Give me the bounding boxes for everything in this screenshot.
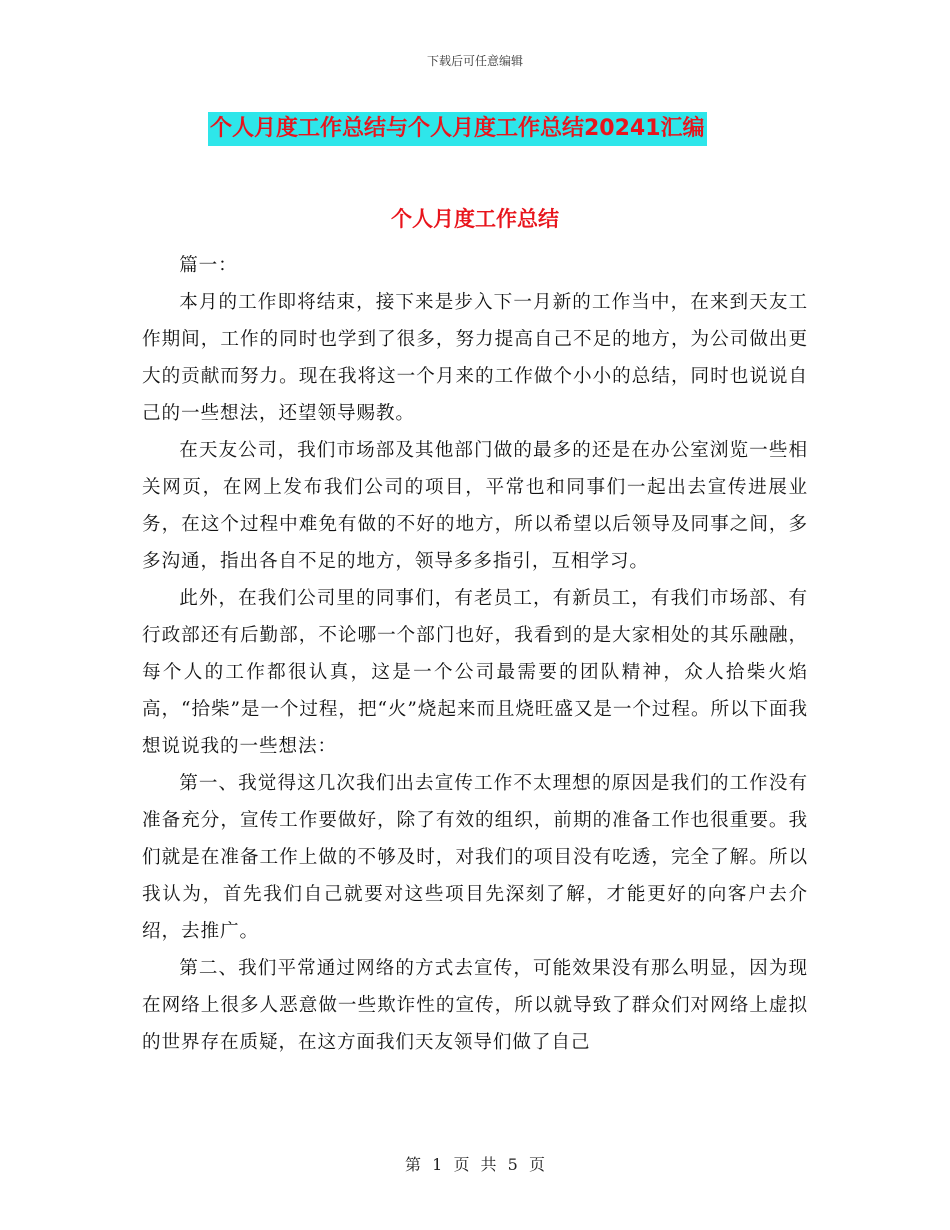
- footer-page-number: 1: [432, 1155, 443, 1174]
- paragraph: 第一、我觉得这几次我们出去宣传工作不太理想的原因是我们的工作没有准备充分，宣传工作要做好，除了有效的组织，前期的准备工作也很重要。我们就是在准备工作上做的不够及时，对我们的项目没有吃透，完全了解。所以我认为，首先我们自己就要对这些项目先深刻了解，才能更好的向客户去介绍，去推广。: [142, 773, 808, 942]
- footer-total-unit: 页: [528, 1155, 545, 1174]
- paragraph: 此外，在我们公司里的同事们，有老员工，有新员工，有我们市场部、有行政部还有后勤部，不论哪一个部门也好，我看到的是大家相处的其乐融融，每个人的工作都很认真，这是一个公司最需要的团队精神，众人拾柴火焰高，“拾柴”是一个过程，把“火”烧起来而且烧旺盛又是一个过程。所以下面我想说说我的一些想法：: [142, 588, 808, 757]
- paragraph: 在天友公司，我们市场部及其他部门做的最多的还是在办公室浏览一些相关网页，在网上发布我们公司的项目，平常也和同事们一起出去宣传进展业务，在这个过程中难免有做的不好的地方，所以希望以后领导及同事之间，多多沟通，指出各自不足的地方，领导多多指引，互相学习。: [142, 440, 808, 572]
- footer-page-unit: 页: [453, 1155, 470, 1174]
- body-text: [142, 247, 808, 1061]
- header-note: 下载后可任意编辑: [426, 54, 523, 68]
- paragraph: 本月的工作即将结束，接下来是步入下一月新的工作当中，在来到天友工作期间，工作的同时也学到了很多，努力提高自己不足的地方，为公司做出更大的贡献而努力。现在我将这一个月来的工作做个小小的总结，同时也说说自己的一些想法，还望领导赐教。: [142, 292, 808, 424]
- section-title: 个人月度工作总结: [391, 207, 559, 231]
- footer-total-label: 共: [480, 1155, 497, 1174]
- main-title-container: [208, 112, 788, 146]
- main-title: 个人月度工作总结与个人月度工作总结20241汇编: [208, 112, 707, 146]
- footer-page-label: 第: [405, 1155, 422, 1174]
- paragraph: 第二、我们平常通过网络的方式去宣传，可能效果没有那么明显，因为现在网络上很多人恶意做一些欺诈性的宣传，所以就导致了群众们对网络上虚拟的世界存在质疑，在这方面我们天友领导们做了自己: [142, 958, 808, 1053]
- paragraph-heading: 篇一：: [179, 255, 238, 276]
- footer-total-pages: 5: [507, 1155, 518, 1174]
- page-footer: [0, 1152, 950, 1175]
